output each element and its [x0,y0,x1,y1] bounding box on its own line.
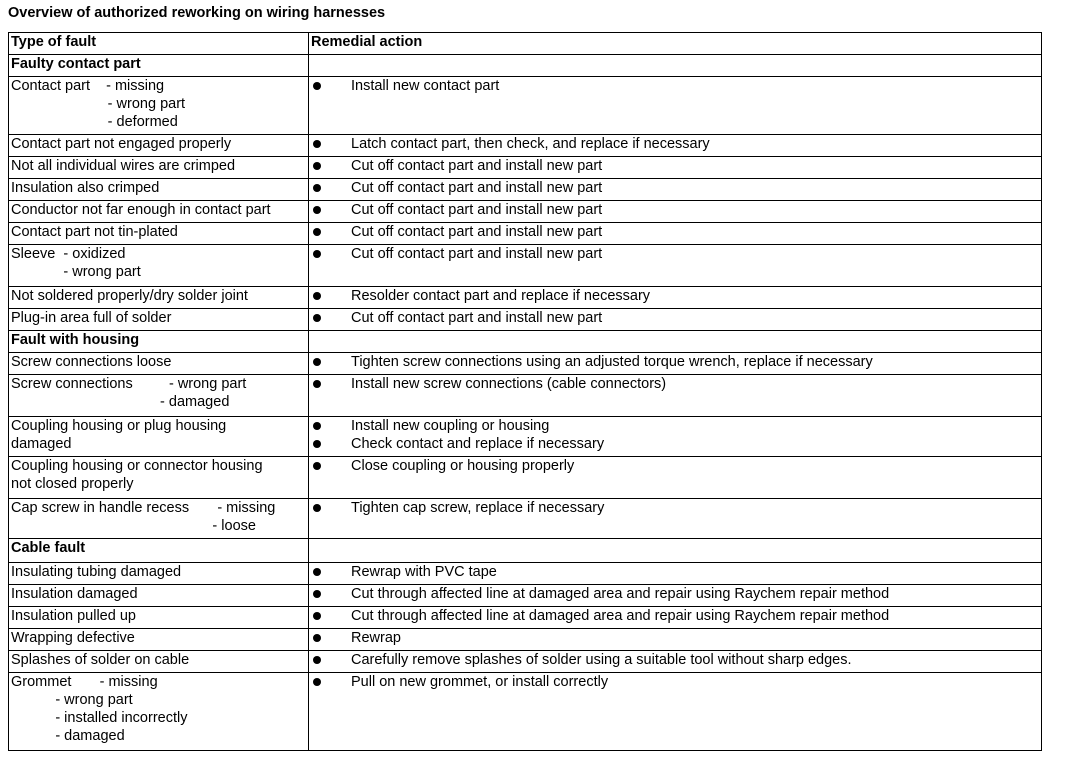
table-row [9,287,1042,309]
action-cell [309,499,1042,539]
table-row [9,375,1042,417]
action-text: Carefully remove splashes of solder using a suitable tool without sharp edges. [351,652,852,668]
action-cell [309,563,1042,585]
table-row [9,353,1042,375]
action-cell [309,457,1042,499]
section-heading: Faulty contact part [9,55,309,77]
action-item [311,673,1041,691]
bullet-icon [313,678,321,686]
fault-text: Screw connections - wrong part [11,376,247,392]
action-text: Pull on new grommet, or install correctly [351,674,609,690]
fault-cell [9,417,309,457]
fault-text: Conductor not far enough in contact part [11,202,271,218]
table-row [9,201,1042,223]
action-text: Rewrap with PVC tape [351,564,497,580]
fault-text: - loose [11,518,256,534]
bullet-icon [313,380,321,388]
action-cell [309,353,1042,375]
bullet-icon [313,184,321,192]
action-item [311,245,1041,263]
fault-text: Contact part - missing [11,78,165,94]
fault-text: Contact part not tin-plated [11,224,178,240]
fault-text: - wrong part [11,264,141,280]
header-type-of-fault: Type of fault [9,33,309,55]
action-item [311,457,1041,475]
rework-table [8,32,1042,751]
fault-text: Not soldered properly/dry solder joint [11,288,248,304]
fault-text: Insulating tubing damaged [11,564,182,580]
action-cell [309,157,1042,179]
action-item [311,135,1041,153]
fault-text: Wrapping defective [11,630,135,646]
fault-text: Insulation pulled up [11,608,136,624]
fault-text: - deformed [11,114,178,130]
action-item [311,651,1041,669]
section-empty-cell [309,55,1042,77]
table-row [9,77,1042,135]
table-row [9,651,1042,673]
action-item [311,223,1041,241]
table-row [9,629,1042,651]
section-heading: Cable fault [9,539,309,563]
table-row [9,607,1042,629]
fault-text: - damaged [11,728,125,744]
fault-text: Screw connections loose [11,354,172,370]
fault-text: Coupling housing or plug housing [11,418,227,434]
action-item [311,629,1041,647]
action-text: Cut off contact part and install new part [351,158,603,174]
table-row [9,673,1042,751]
fault-cell [9,179,309,201]
bullet-icon [313,228,321,236]
action-cell [309,375,1042,417]
bullet-icon [313,590,321,598]
bullet-icon [313,504,321,512]
fault-text: Grommet - missing [11,674,158,690]
bullet-icon [313,206,321,214]
bullet-icon [313,440,321,448]
fault-text: Sleeve - oxidized [11,246,126,262]
action-item [311,417,1041,435]
action-item [311,375,1041,393]
action-text: Check contact and replace if necessary [351,436,605,452]
bullet-icon [313,612,321,620]
fault-text: - damaged [11,394,230,410]
action-cell [309,135,1042,157]
action-item [311,179,1041,197]
fault-cell [9,201,309,223]
action-cell [309,287,1042,309]
action-text: Tighten screw connections using an adjusted torque wrench, replace if necessary [351,354,873,370]
action-cell [309,201,1042,223]
action-cell [309,673,1042,751]
page-title: Overview of authorized reworking on wiring harnesses [8,5,386,21]
fault-cell [9,607,309,629]
fault-text: Plug-in area full of solder [11,310,172,326]
action-cell [309,179,1042,201]
action-item [311,353,1041,371]
action-cell [309,245,1042,287]
action-text: Resolder contact part and replace if necessary [351,288,651,304]
action-text: Tighten cap screw, replace if necessary [351,500,605,516]
fault-text: damaged [11,436,72,452]
table-row [9,563,1042,585]
action-text: Cut off contact part and install new part [351,224,603,240]
action-item [311,157,1041,175]
table-row [9,309,1042,331]
table-row [9,179,1042,201]
table-row [9,245,1042,287]
bullet-icon [313,462,321,470]
table-row [9,585,1042,607]
table-row [9,223,1042,245]
action-text: Latch contact part, then check, and replace if necessary [351,136,710,152]
action-text: Install new coupling or housing [351,418,550,434]
fault-text: - wrong part [11,692,133,708]
action-text: Close coupling or housing properly [351,458,575,474]
action-text: Cut off contact part and install new part [351,246,603,262]
action-text: Cut through affected line at damaged area and repair using Raychem repair method [351,586,890,602]
fault-cell [9,457,309,499]
action-item [311,287,1041,305]
action-item [311,309,1041,327]
fault-cell [9,651,309,673]
fault-text: - installed incorrectly [11,710,188,726]
action-text: Cut off contact part and install new part [351,180,603,196]
section-empty-cell [309,539,1042,563]
table-row [9,417,1042,457]
action-cell [309,417,1042,457]
action-item [311,607,1041,625]
action-text: Cut off contact part and install new part [351,202,603,218]
action-cell [309,309,1042,331]
action-item [311,77,1041,95]
table-row [9,499,1042,539]
bullet-icon [313,656,321,664]
fault-cell [9,673,309,751]
fault-cell [9,353,309,375]
table-row [9,457,1042,499]
fault-text: Not all individual wires are crimped [11,158,236,174]
fault-text: Coupling housing or connector housing [11,458,263,474]
action-item [311,201,1041,219]
bullet-icon [313,162,321,170]
action-text: Cut off contact part and install new part [351,310,603,326]
fault-cell [9,375,309,417]
fault-text: Insulation damaged [11,586,138,602]
bullet-icon [313,568,321,576]
action-item [311,499,1041,517]
action-item [311,585,1041,603]
table-header-row [9,33,1042,55]
fault-text: - wrong part [11,96,186,112]
section-row [9,55,1042,77]
action-cell [309,77,1042,135]
fault-text: Insulation also crimped [11,180,160,196]
table-row [9,157,1042,179]
bullet-icon [313,140,321,148]
action-item [311,563,1041,581]
fault-cell [9,287,309,309]
fault-text: not closed properly [11,476,134,492]
bullet-icon [313,292,321,300]
action-cell [309,223,1042,245]
fault-cell [9,157,309,179]
fault-text: Cap screw in handle recess - missing [11,500,276,516]
fault-cell [9,135,309,157]
action-text: Install new contact part [351,78,500,94]
bullet-icon [313,250,321,258]
fault-text: Contact part not engaged properly [11,136,232,152]
section-row [9,539,1042,563]
fault-cell [9,223,309,245]
action-cell [309,585,1042,607]
fault-cell [9,585,309,607]
bullet-icon [313,634,321,642]
bullet-icon [313,422,321,430]
action-cell [309,629,1042,651]
section-row [9,331,1042,353]
bullet-icon [313,358,321,366]
action-item [311,435,1041,453]
bullet-icon [313,314,321,322]
section-heading: Fault with housing [9,331,309,353]
action-cell [309,651,1042,673]
fault-cell [9,499,309,539]
fault-cell [9,77,309,135]
fault-cell [9,563,309,585]
action-cell [309,607,1042,629]
bullet-icon [313,82,321,90]
action-text: Cut through affected line at damaged area and repair using Raychem repair method [351,608,890,624]
header-remedial-action: Remedial action [309,33,1042,55]
fault-cell [9,245,309,287]
section-empty-cell [309,331,1042,353]
fault-text: Splashes of solder on cable [11,652,190,668]
fault-cell [9,629,309,651]
table-row [9,135,1042,157]
action-text: Rewrap [351,630,401,646]
fault-cell [9,309,309,331]
action-text: Install new screw connections (cable connectors) [351,376,667,392]
